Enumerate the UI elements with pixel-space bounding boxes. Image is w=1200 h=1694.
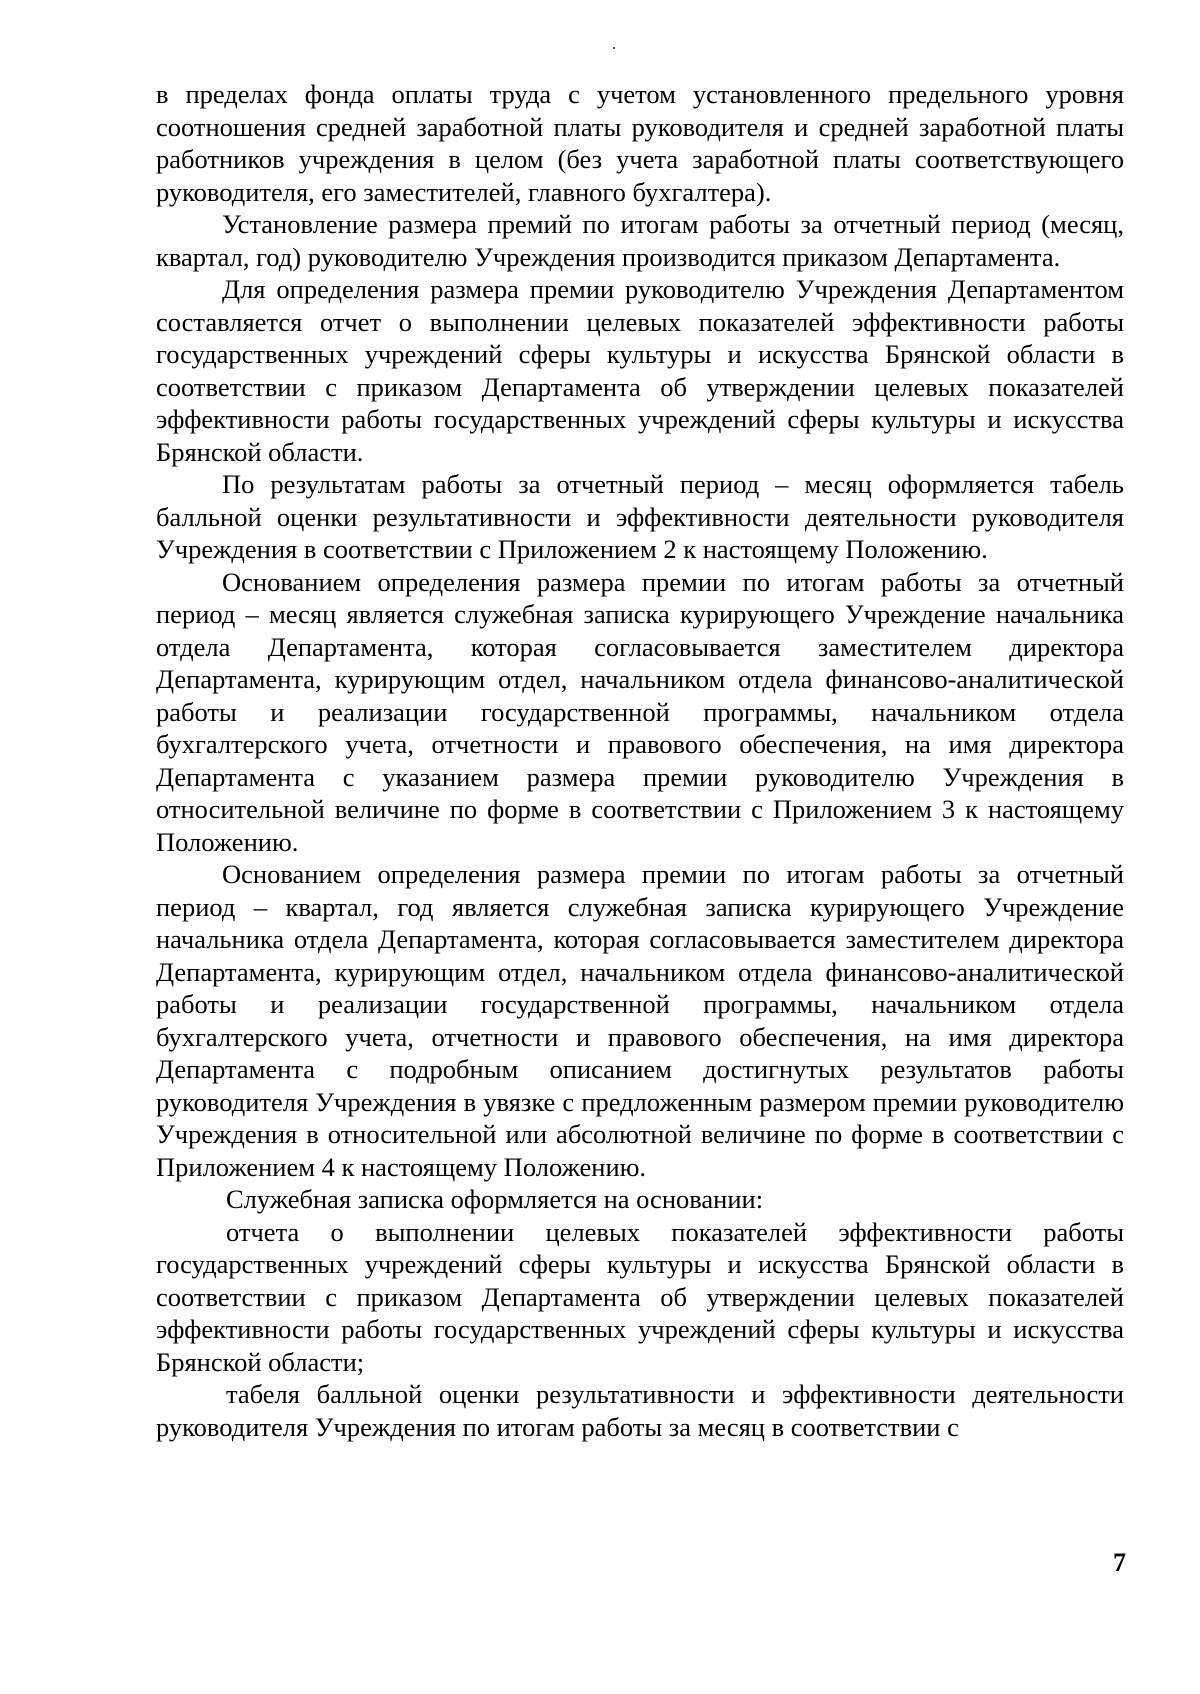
paragraph-4: По результатам работы за отчетный период – месяц оформляется табель балльной оценки результативности и эффективности деятельности руководителя Учреждения в соответствии с Приложением 2 к настоящему Положению. (156, 469, 1124, 564)
scan-speck (613, 47, 615, 49)
paragraph-5: Основанием определения размера премии по итогам работы за отчетный период – месяц является служебная записка курирующего Учреждение начальника отдела Департамента, которая согласовывается заместителем директора Департамента, курирующим отдел, начальником отдела финансово-аналитической работы и реализации государственной программы, начальником отдела бухгалтерского учета, отчетности и правового обеспечения, на имя директора Департамента с указанием размера премии руководителю Учреждения в относительной величине по форме в соответствии с Приложением 3 к настоящему Положению. (156, 566, 1124, 857)
paragraph-9: табеля балльной оценки результативности и эффективности деятельности руководителя Учреждения по итогам работы за месяц в соответствии с (156, 1379, 1124, 1442)
paragraph-1: в пределах фонда оплаты труда с учетом установленного предельного уровня соотношения средней заработной платы руководителя и средней заработной платы работников учреждения в целом (без учета заработной платы соответствующего руководителя, его заместителей, главного бухгалтера). (156, 79, 1124, 207)
paragraph-6: Основанием определения размера премии по итогам работы за отчетный период – квартал, год является служебная записка курирующего Учреждение начальника отдела Департамента, которая согласовывается заместителем директора Департамента, курирующим отдел, начальником отдела финансово-аналитической работы и реализации государственной программы, начальником отдела бухгалтерского учета, отчетности и правового обеспечения, на имя директора Департамента с подробным описанием достигнутых результатов работы руководителя Учреждения в увязке с предложенным размером премии руководителю Учреждения в относительной или абсолютной величине по форме в соответствии с Приложением 4 к настоящему Положению. (156, 859, 1124, 1182)
page-number: 7 (1113, 1548, 1126, 1577)
paragraph-7: Служебная записка оформляется на основании: (226, 1184, 764, 1214)
paragraph-3: Для определения размера премии руководителю Учреждения Департаментом составляется отчет о выполнении целевых показателей эффективности работы государственных учреждений сферы культуры и искусства Брянской области в соответствии с приказом Департамента об утверждении целевых показателей эффективности работы государственных учреждений сферы культуры и искусства Брянской области. (156, 274, 1124, 467)
paragraph-2: Установление размера премий по итогам работы за отчетный период (месяц, квартал, год) руководителю Учреждения производится приказом Департамента. (156, 209, 1124, 272)
paragraph-8: отчета о выполнении целевых показателей эффективности работы государственных учреждений сферы культуры и искусства Брянской области в соответствии с приказом Департамента об утверждении целевых показателей эффективности работы государственных учреждений сферы культуры и искусства Брянской области; (156, 1216, 1124, 1377)
body-text (156, 78, 1124, 1443)
